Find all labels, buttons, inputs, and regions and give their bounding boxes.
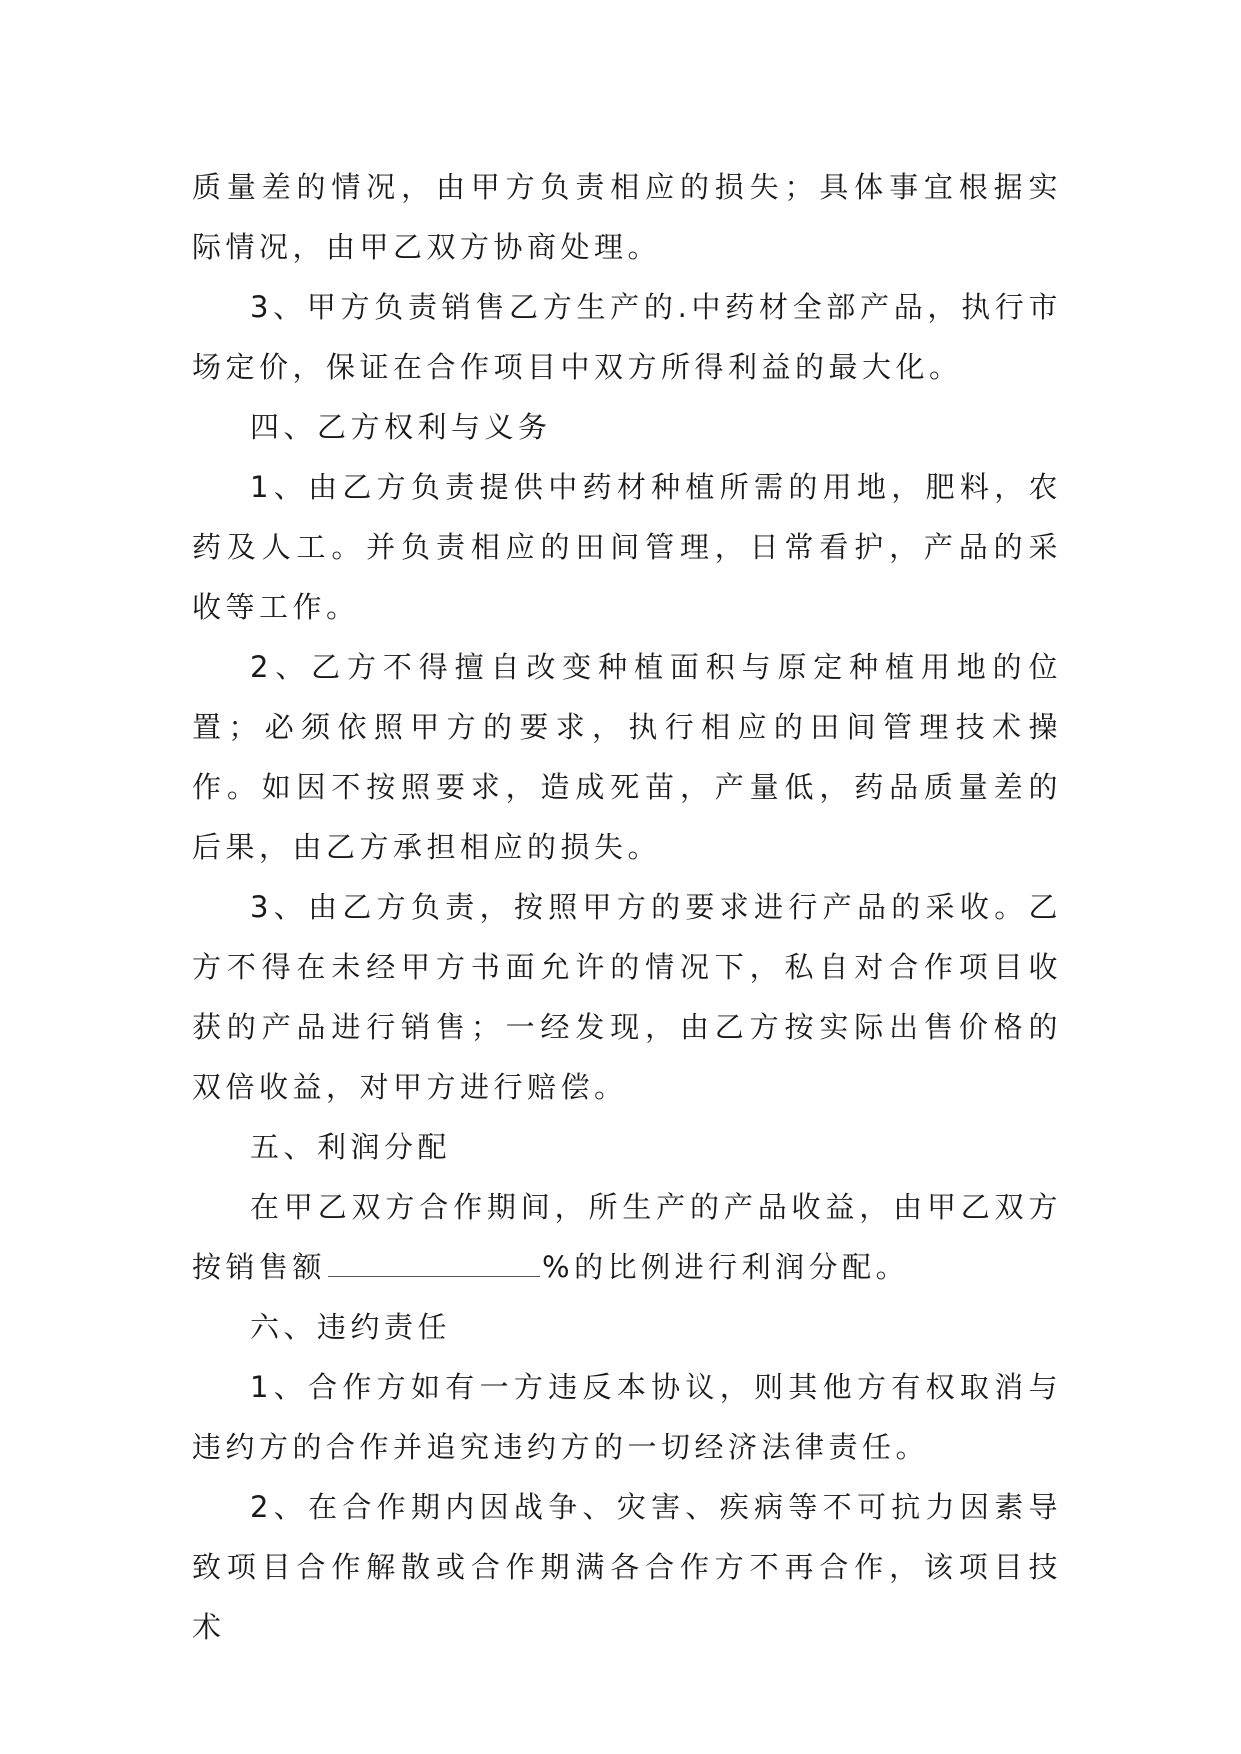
paragraph-breach-cancel: 1、合作方如有一方违反本协议，则其他方有权取消与违约方的合作并追究违约方的一切经济法律责任。	[192, 1370, 1062, 1464]
section-heading-breach-liability: 六、违约责任	[250, 1310, 452, 1344]
paragraph-party-a-sales: 3、甲方负责销售乙方生产的.中药材全部产品，执行市场定价，保证在合作项目中双方所得利益的最大化。	[192, 290, 1062, 384]
paragraph-party-b-land: 1、由乙方负责提供中药材种植所需的用地，肥料，农药及人工。并负责相应的田间管理，日常看护，产品的采收等工作。	[192, 470, 1062, 624]
percentage-blank-field	[328, 1246, 540, 1277]
paragraph-force-majeure: 2、在合作期内因战争、灾害、疾病等不可抗力因素导致项目合作解散或合作期满各合作方不再合作，该项目技术	[192, 1490, 1062, 1644]
profit-text-before: 在甲乙双方合作期间，所生产的产品收益，由甲乙双方按销售额	[192, 1190, 1062, 1284]
profit-text-after: %的比例进行利润分配。	[542, 1250, 910, 1284]
paragraph-party-b-harvest: 3、由乙方负责，按照甲方的要求进行产品的采收。乙方不得在未经甲方书面允许的情况下，私自对合作项目收获的产品进行销售；一经发现，由乙方按实际出售价格的双倍收益，对甲方进行赔偿。	[192, 890, 1062, 1104]
section-heading-profit-distribution: 五、利润分配	[250, 1130, 452, 1164]
section-heading-party-b-rights: 四、乙方权利与义务	[250, 410, 552, 444]
paragraph-quality-loss: 质量差的情况，由甲方负责相应的损失；具体事宜根据实际情况，由甲乙双方协商处理。	[192, 170, 1062, 264]
paragraph-party-b-planting: 2、乙方不得擅自改变种植面积与原定种植用地的位置；必须依照甲方的要求，执行相应的田间管理技术操作。如因不按照要求，造成死苗，产量低，药品质量差的后果，由乙方承担相应的损失。	[192, 650, 1062, 864]
paragraph-profit-distribution	[192, 1177, 1062, 1297]
document-body	[192, 157, 1062, 1657]
